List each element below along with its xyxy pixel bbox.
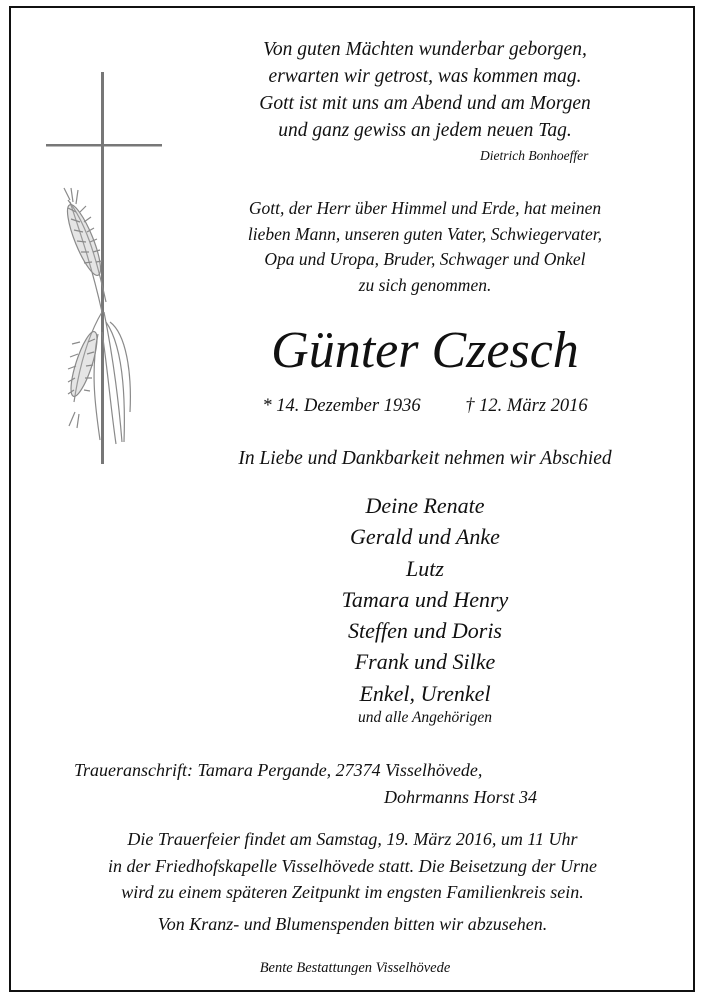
service-info [40, 826, 665, 906]
deceased-name: Günter Czesch [271, 322, 579, 379]
family-note: und alle Angehörigen [357, 709, 493, 726]
life-dates [190, 396, 660, 417]
poem-line: Von guten Mächten wunderbar geborgen, [263, 39, 587, 60]
intro-line: lieben Mann, unseren guten Vater, Schwiegervater, [247, 223, 603, 244]
service-line: Die Trauerfeier findet am Samstag, 19. März 2016, um 11 Uhr [127, 829, 578, 849]
undertaker: Bente Bestattungen Visselhövede [259, 960, 451, 976]
cross-icon [46, 72, 162, 464]
family-member: Tamara und Henry [341, 586, 509, 612]
wheat-icon [61, 188, 130, 444]
family-member: Frank und Silke [354, 649, 496, 675]
address-line-2: Dohrmanns Horst 34 [384, 787, 538, 807]
poem-line: und ganz gewiss an jedem neuen Tag. [278, 120, 572, 141]
family-member: Enkel, Urenkel [359, 680, 491, 706]
farewell-line: In Liebe und Dankbarkeit nehmen wir Abschied [238, 448, 612, 469]
cross-with-wheat-icon [40, 72, 170, 472]
poem-line: erwarten wir getrost, was kommen mag. [268, 66, 582, 87]
address-line-1: Traueranschrift: Tamara Pergande, 27374 Visselhövede, [74, 760, 483, 780]
birth-date: * 14. Dezember 1936 [262, 396, 421, 416]
family-member: Deine Renate [365, 493, 485, 518]
family-member: Lutz [406, 555, 444, 581]
mourning-address [74, 757, 594, 811]
poem-author: Dietrich Bonhoeffer [480, 148, 589, 163]
family-member: Steffen und Doris [348, 618, 502, 644]
poem-line: Gott ist mit uns am Abend und am Morgen [259, 93, 591, 114]
service-line: in der Friedhofskapelle Visselhövede statt. Die Beisetzung der Urne [107, 855, 598, 876]
intro-line: Gott, der Herr über Himmel und Erde, hat meinen [248, 198, 602, 218]
intro-line: zu sich genommen. [358, 274, 492, 295]
family-member: Gerald und Anke [350, 524, 500, 550]
intro-text [190, 196, 660, 298]
death-date: † 12. März 2016 [465, 396, 588, 416]
service-line: wird zu einem späteren Zeitpunkt im engsten Familienkreis sein. [121, 882, 584, 902]
family-list [190, 490, 660, 709]
poem [190, 36, 660, 144]
intro-line: Opa und Uropa, Bruder, Schwager und Onkel [264, 249, 586, 269]
flowers-note: Von Kranz- und Blumenspenden bitten wir abzusehen. [157, 914, 548, 934]
